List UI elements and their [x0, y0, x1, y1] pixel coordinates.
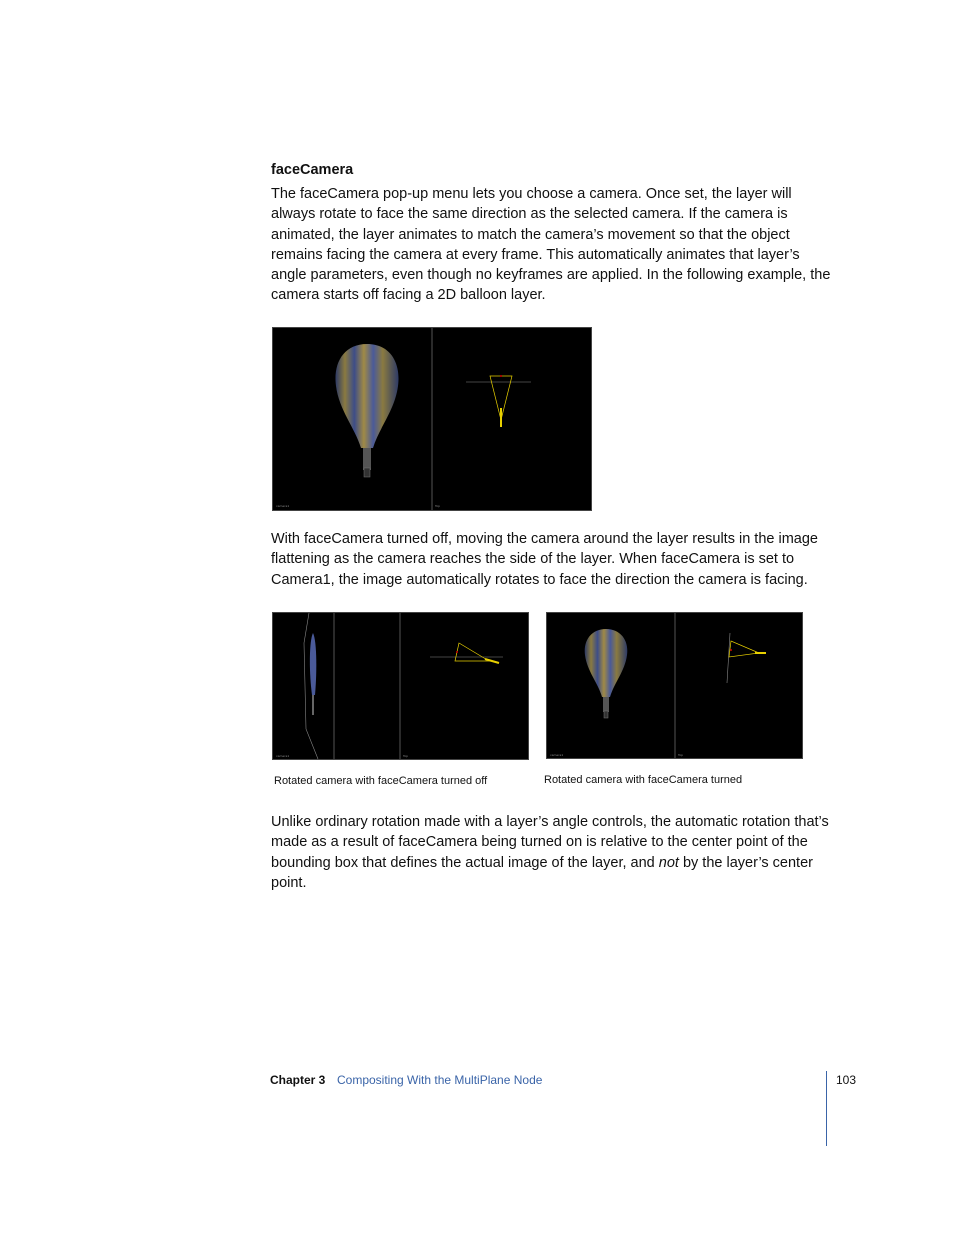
viewport-label-right: Top — [435, 504, 441, 508]
paragraph-text: Unlike ordinary rotation made with a layer’s angle controls, the automatic rotation that’s made as a result of faceCamera being turned on is relative to the center point of the bounding box that defines the actual image of the layer, and — [271, 814, 829, 871]
second-paragraph: With faceCamera turned off, moving the camera around the layer results in the image flattening as the camera reaches the side of the layer. When faceCamera is set to Camera1, the image automatically rotates to face the direction the camera is facing. — [271, 531, 818, 588]
section-heading: faceCamera — [271, 162, 354, 178]
balloon-image — [335, 344, 398, 477]
camera-gizmo — [466, 375, 531, 427]
intro-paragraph: The faceCamera pop-up menu lets you choose a camera. Once set, the layer will always rotate to face the same direction as the selected camera. If the camera is animated, the layer animates to match the camera’s movement so that the object remains facing the camera at every frame. This automatically animates that layer’s angle parameters, even though no keyframes are applied. In the following example, the camera starts off facing a 2D balloon layer. — [271, 186, 831, 304]
third-paragraph — [271, 812, 831, 893]
balloon-image — [585, 629, 628, 718]
footer-divider — [826, 1071, 827, 1146]
flattened-balloon — [304, 613, 318, 759]
caption-facecamera-off: Rotated camera with faceCamera turned off — [274, 775, 488, 787]
paragraph-text-end: by the layer’s center point. — [271, 854, 813, 891]
viewport-label-right: Top — [403, 754, 409, 758]
figure-camera-facing-balloon — [272, 327, 592, 511]
figure-facecamera-on — [546, 612, 803, 759]
emphasis-text: not — [658, 854, 679, 871]
viewport-label-right: Top — [678, 753, 684, 757]
footer-chapter-title: Compositing With the MultiPlane Node — [337, 1073, 543, 1087]
viewport-label-left: camera1 — [550, 753, 564, 757]
figure-facecamera-off — [272, 612, 529, 760]
viewport-label-left: camera1 — [276, 754, 290, 758]
caption-facecamera-on: Rotated camera with faceCamera turned — [544, 774, 743, 786]
camera-gizmo — [727, 633, 766, 683]
footer-chapter: Chapter 3 — [270, 1073, 326, 1087]
camera-gizmo — [430, 643, 503, 663]
viewport-label-left: camera1 — [276, 504, 290, 508]
page-number: 103 — [836, 1073, 857, 1087]
